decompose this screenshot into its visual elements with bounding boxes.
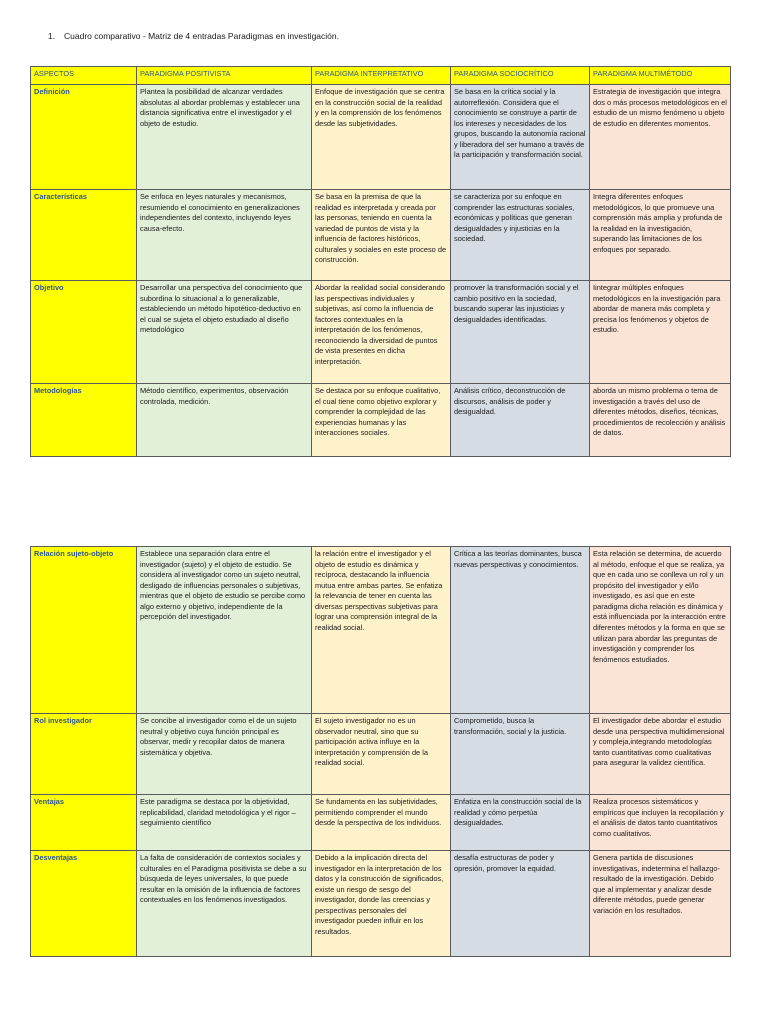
table-row-metodologias: [31, 384, 731, 457]
aspect-cell: Ventajas: [31, 795, 137, 851]
column-header-positivista: PARADIGMA POSITIVISTA: [137, 67, 312, 85]
positivista-cell: Se enfoca en leyes naturales y mecanismos, resumiendo el conocimiento en generalizaciones independientes del contexto, incluyendo leyes causa-efecto.: [137, 190, 312, 281]
multimetodo-cell: El investigador debe abordar el estudio desde una perspectiva multidimensional y compleja,integrando metodologías tanto cuantitativas como cualitativas para asegurar la validez científica.: [590, 714, 731, 795]
comparison-table-part-2: [30, 546, 731, 957]
multimetodo-cell: Integra diferentes enfoques metodológicos, lo que promueve una comprensión más amplia y profunda de la realidad en la investigación, superando las limitaciones de los enfoques por separado.: [590, 190, 731, 281]
document-heading: [48, 31, 339, 41]
aspect-cell: Desventajas: [31, 851, 137, 957]
aspect-cell: Rol investigador: [31, 714, 137, 795]
positivista-cell: Establece una separación clara entre el investigador (sujeto) y el objeto de estudio. Se considera al investigador como un sujeto neutral, desligado de influencias personales o subjetivas, mientras que el objeto de estudio se percibe como algo externo y objetivo, independiente de la percepción del investigador.: [137, 547, 312, 714]
column-header-interpretativo: PARADIGMA INTERPRETATIVO: [312, 67, 451, 85]
aspect-cell: Características: [31, 190, 137, 281]
sociocritico-cell: Análisis crítico, deconstrucción de discursos, análisis de poder y desigualdad.: [451, 384, 590, 457]
multimetodo-cell: Esta relación se determina, de acuerdo al método, enfoque el que se realiza, ya que en cada uno se conlleva un rol y un propósito del investigador y el/lo investigado, es así que en este paradigma dicha relación es dinámica y está influenciada por la interacción entre diferentes métodos y la forma en que se utilizan para abordar las preguntas de investigación y comprender los fenómenos estudiados.: [590, 547, 731, 714]
column-header-aspectos: ASPECTOS: [31, 67, 137, 85]
table-row-ventajas: [31, 795, 731, 851]
comparison-table-part-1: [30, 66, 731, 457]
multimetodo-cell: aborda un mismo problema o tema de investigación a través del uso de diferentes métodos, diseños, técnicas, procedimientos de recolección y análisis de datos.: [590, 384, 731, 457]
aspect-cell: Definición: [31, 85, 137, 190]
interpretativo-cell: Se basa en la premisa de que la realidad es interpretada y creada por las personas, teniendo en cuenta la variedad de puntos de vista y la influencia de factores históricos, culturales y sociales en este proceso de construcción.: [312, 190, 451, 281]
table-row-caracteristicas: [31, 190, 731, 281]
positivista-cell: Desarrollar una perspectiva del conocimiento que subordina lo situacional a lo generalizable, estableciendo un método hipotético-deductivo en el cual se sujeta el objeto estudiado al diseño metodológico: [137, 281, 312, 384]
interpretativo-cell: Se fundamenta en las subjetividades, permitiendo comprender el mundo desde la perspectiva de los individuos.: [312, 795, 451, 851]
interpretativo-cell: Abordar la realidad social considerando las perspectivas individuales y subjetivas, así como la influencia de factores contextuales en la interpretación de los fenómenos, reconociendo la diversidad de puntos de vista presentes en dicha interpretación.: [312, 281, 451, 384]
interpretativo-cell: Enfoque de investigación que se centra en la construcción social de la realidad y en la comprensión de los fenómenos desde las subjetividades.: [312, 85, 451, 190]
multimetodo-cell: Genera partida de discusiones investigativas, indetermina el hallazgo- resultado de la investigación. Debido que al implementar y analizar desde diferente métodos, puede generar variación en los resultados.: [590, 851, 731, 957]
positivista-cell: Plantea la posibilidad de alcanzar verdades absolutas al abordar problemas y establecer una distancia significativa entre el investigador y el objeto de estudio.: [137, 85, 312, 190]
sociocritico-cell: se caracteriza por su enfoque en comprender las estructuras sociales, económicas y políticas que generan desigualdades y injusticias en la sociedad.: [451, 190, 590, 281]
column-header-multimetodo: PARADIGMA MULTIMÉTODO: [590, 67, 731, 85]
table-header-row: [31, 67, 731, 85]
table-row-objetivo: [31, 281, 731, 384]
multimetodo-cell: Iintegrar múltiples enfoques metodológicos en la investigación para abordar de manera más completa y precisa los fenómenos y objetos de estudio.: [590, 281, 731, 384]
positivista-cell: Este paradigma se destaca por la objetividad, replicabilidad, claridad metodológica y el rigor – seguimiento científico: [137, 795, 312, 851]
table-row-desventajas: [31, 851, 731, 957]
positivista-cell: La falta de consideración de contextos sociales y culturales en el Paradigma positivista se debe a su búsqueda de leyes universales, lo que puede resultar en la omisión de la influencia de factores contextuales en los fenómenos investigados.: [137, 851, 312, 957]
sociocritico-cell: desafía estructuras de poder y opresión, promover la equidad.: [451, 851, 590, 957]
interpretativo-cell: la relación entre el investigador y el objeto de estudio es dinámica y recíproca, destacando la influencia mutua entre ambas partes. Se enfatiza la relevancia de tener en cuenta las diversas perspectivas subjetivas para lograr una comprensión integral de la realidad social.: [312, 547, 451, 714]
aspect-cell: Relación sujeto-objeto: [31, 547, 137, 714]
aspect-cell: Objetivo: [31, 281, 137, 384]
table-row-definicion: [31, 85, 731, 190]
table-row-relacion-sujeto-objeto: [31, 547, 731, 714]
multimetodo-cell: Estrategia de investigación que integra dos o más procesos metodológicos en el estudio de un mismo fenómeno u objeto de estudio en diferentes momentos.: [590, 85, 731, 190]
positivista-cell: Se concibe al investigador como el de un sujeto neutral y objetivo cuya función principal es observar, medir y recopilar datos de manera sistemática y objetiva.: [137, 714, 312, 795]
multimetodo-cell: Realiza procesos sistemáticos y empíricos que incluyen la recopilación y el análisis de datos tanto cuantitativos como cualitativos.: [590, 795, 731, 851]
sociocritico-cell: Se basa en la crítica social y la autorreflexión. Considera que el conocimiento se construye a partir de los intereses y necesidades de los grupos, buscando la autonomía racional y liberadora del ser humano a través de la participación y transformación social.: [451, 85, 590, 190]
heading-text: Cuadro comparativo - Matriz de 4 entradas Paradigmas en investigación.: [64, 31, 339, 41]
heading-number: 1.: [48, 31, 56, 41]
interpretativo-cell: Se destaca por su enfoque cualitativo, el cual tiene como objetivo explorar y comprender la complejidad de las experiencias humanas y las interacciones sociales.: [312, 384, 451, 457]
interpretativo-cell: Debido a la implicación directa del investigador en la interpretación de los datos y la construcción de significados, existe un riesgo de sesgo del investigador, donde las creencias y perspectivas personales del investigador pueden influir en los resultados.: [312, 851, 451, 957]
sociocritico-cell: Enfatiza en la construcción social de la realidad y cómo perpetúa desigualdades.: [451, 795, 590, 851]
table-row-rol-investigador: [31, 714, 731, 795]
sociocritico-cell: promover la transformación social y el cambio positivo en la sociedad, buscando superar las injusticias y desigualdades identificadas.: [451, 281, 590, 384]
interpretativo-cell: El sujeto investigador no es un observador neutral, sino que su participación activa influye en la interpretación y comprensión de la realidad social.: [312, 714, 451, 795]
aspect-cell: Metodologías: [31, 384, 137, 457]
positivista-cell: Método científico, experimentos, observación controlada, medición.: [137, 384, 312, 457]
sociocritico-cell: Comprometido, busca la transformación, social y la justicia.: [451, 714, 590, 795]
column-header-sociocritico: PARADIGMA SOCIOCRÍTICO: [451, 67, 590, 85]
sociocritico-cell: Crítica a las teorías dominantes, busca nuevas perspectivas y conocimientos.: [451, 547, 590, 714]
